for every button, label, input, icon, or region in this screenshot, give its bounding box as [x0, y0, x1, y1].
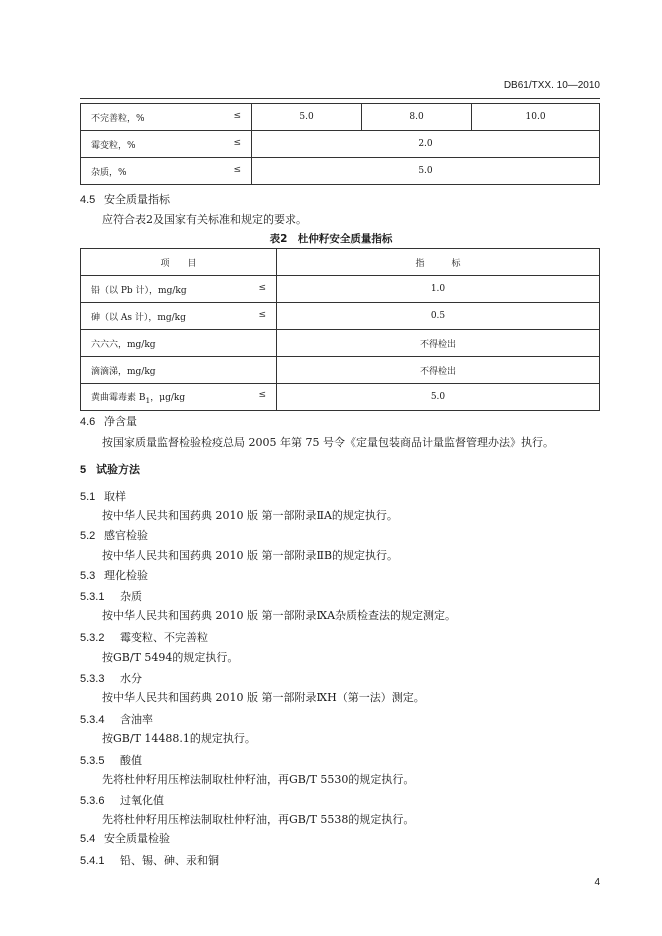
row-label: 霉变粒，% [91, 140, 136, 151]
cell-value: 不得检出 [277, 330, 600, 357]
section-5-3-6-text: 先将杜仲籽用压榨法制取杜仲籽油，再GB/T 5538的规定执行。 [102, 813, 415, 826]
cell-value: 0.5 [277, 303, 600, 330]
section-4-6: 4.6 净含量 [80, 415, 137, 428]
section-5-3: 5.3 理化检验 [80, 569, 148, 582]
section-5-3-4-text: 按GB/T 14488.1的规定执行。 [102, 732, 256, 745]
row-label: 杂质，% [91, 167, 127, 178]
cell-value: 5.0 [252, 104, 362, 131]
table1-continuation [80, 103, 600, 185]
row-label: 滴滴涕，mg/kg [91, 366, 156, 377]
section-4-6-text: 按国家质量监督检验检疫总局 2005 年第 75 号令《定量包装商品计量监督管理办法》执行。 [102, 436, 554, 449]
section-5-3-3-text: 按中华人民共和国药典 2010 版 第一部附录ⅨH（第一法）测定。 [102, 691, 425, 704]
table2 [80, 248, 600, 411]
table-row: 铅（以 Pb 计），mg/kg ≤ 1.0 [81, 276, 600, 303]
section-5-4: 5.4 安全质量检验 [80, 832, 170, 845]
section-5-3-1: 5.3.1 杂质 [80, 590, 142, 603]
section-5-2: 5.2 感官检验 [80, 529, 148, 542]
table-header-row [81, 249, 600, 276]
section-5-4-1: 5.4.1 铅、锡、砷、汞和铜 [80, 854, 219, 867]
section-5-1-text: 按中华人民共和国药典 2010 版 第一部附录ⅡA的规定执行。 [102, 509, 398, 522]
section-5-3-5-text: 先将杜仲籽用压榨法制取杜仲籽油，再GB/T 5530的规定执行。 [102, 773, 415, 786]
section-5: 5 试验方法 [80, 463, 140, 476]
header-rule [80, 98, 600, 99]
cell-value: 1.0 [277, 276, 600, 303]
table-row: 黄曲霉毒素 $B_1$，μg/kg ≤ 5.0 [81, 384, 600, 411]
cell-value: 不得检出 [277, 357, 600, 384]
section-4-5: 4.5 安全质量指标 [80, 193, 170, 206]
section-5-3-5: 5.3.5 酸值 [80, 754, 142, 767]
cell-value: 10.0 [472, 104, 600, 131]
row-label: 不完善粒，% [91, 113, 145, 124]
doc-code: DB61/TXX. 10—2010 [503, 80, 600, 91]
row-label: 铅（以 Pb 计），mg/kg [91, 285, 187, 296]
table-row: 砷（以 As 计），mg/kg ≤ 0.5 [81, 303, 600, 330]
cell-value: 5.0 [252, 158, 600, 185]
table-row [81, 357, 600, 384]
table-row [81, 330, 600, 357]
col-header-item: 项 目 [81, 249, 277, 276]
table-row: 霉变粒，% ≤ 2.0 [81, 131, 600, 158]
cell-value: 2.0 [252, 131, 600, 158]
section-5-2-text: 按中华人民共和国药典 2010 版 第一部附录ⅡB的规定执行。 [102, 549, 399, 562]
section-5-3-1-text: 按中华人民共和国药典 2010 版 第一部附录ⅨA杂质检查法的规定测定。 [102, 609, 457, 622]
table2-caption: 表2 杜仲籽安全质量指标 [269, 233, 393, 245]
section-4-5-text: 应符合表2及国家有关标准和规定的要求。 [102, 213, 307, 226]
section-5-3-2-text: 按GB/T 5494的规定执行。 [102, 651, 239, 664]
section-5-3-6: 5.3.6 过氧化值 [80, 794, 164, 807]
cell-value: 5.0 [277, 384, 600, 411]
section-5-3-2: 5.3.2 霉变粒、不完善粒 [80, 631, 208, 644]
section-5-3-3: 5.3.3 水分 [80, 672, 142, 685]
row-label: 六六六，mg/kg [91, 339, 156, 350]
table-row: 杂质，% ≤ 5.0 [81, 158, 600, 185]
section-5-1: 5.1 取样 [80, 490, 126, 503]
row-label: 黄曲霉毒素 $B_1$，μg/kg [91, 392, 186, 405]
col-header-index: 指 标 [277, 249, 600, 276]
section-5-3-4: 5.3.4 含油率 [80, 713, 153, 726]
cell-value: 8.0 [362, 104, 472, 131]
row-label: 砷（以 As 计），mg/kg [91, 312, 186, 323]
page-number: 4 [594, 877, 600, 888]
table-row: 不完善粒，% ≤ 5.0 8.0 10.0 [81, 104, 600, 131]
